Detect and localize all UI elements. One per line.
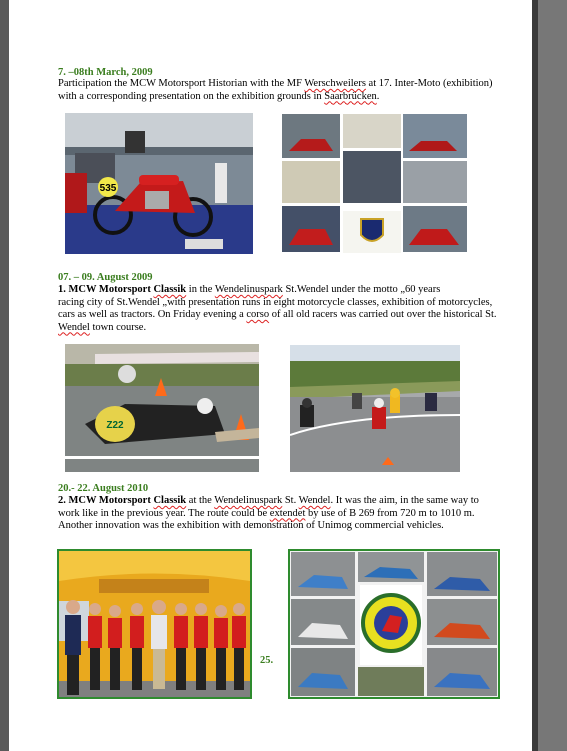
text-run: Classik bbox=[153, 495, 187, 506]
text-run: in the bbox=[186, 284, 215, 295]
text-run: 1. MCW Motorsport bbox=[58, 284, 154, 295]
text-run: at 17. Inter-Moto (exhibition) bbox=[365, 78, 493, 89]
photo-team-group bbox=[57, 549, 252, 699]
text-run: of all old racers was carried out over the historical St. bbox=[269, 309, 497, 320]
text-run: St.Wendel under the motto „60 years bbox=[282, 284, 441, 295]
section-1-heading: 7. –08th March, 2009 bbox=[58, 67, 153, 78]
text-run: with a corresponding presentation on the exhibition grounds in bbox=[58, 90, 325, 102]
text-run: Classik bbox=[153, 284, 187, 295]
photo-sidecar-race bbox=[65, 344, 259, 472]
section-2-paragraph bbox=[58, 284, 508, 334]
section-2-heading: 07. – 09. August 2009 bbox=[58, 272, 153, 283]
paragraph-line bbox=[58, 78, 508, 91]
text-run: Another innovation was the exhibition with demonstration of Unimog commercial vehicles. bbox=[58, 520, 444, 531]
race-number-label: 535 bbox=[99, 183, 117, 194]
text-run: Wendelinuspark bbox=[214, 284, 283, 295]
paragraph-line bbox=[58, 91, 508, 104]
page-number: 25. bbox=[260, 655, 274, 666]
text-run: Participation the MCW Motorsport Historian with the MF bbox=[58, 78, 305, 89]
text-run: . It was the aim, in the same way to bbox=[330, 495, 479, 506]
section-3-heading: 20.- 22. August 2010 bbox=[58, 483, 149, 494]
paragraph-line bbox=[58, 284, 508, 297]
text-run: corso bbox=[246, 309, 270, 320]
section-3-paragraph bbox=[58, 495, 508, 533]
paragraph-line bbox=[58, 508, 508, 521]
paragraph-line bbox=[58, 495, 508, 508]
photo-track-race bbox=[290, 345, 460, 472]
text-run: Werschweilers bbox=[304, 78, 366, 89]
text-run: Wendelinuspark bbox=[214, 495, 283, 506]
text-run: Wendel bbox=[58, 321, 90, 333]
section-1-paragraph bbox=[58, 78, 508, 103]
text-run: work like in the previous year. The route could be bbox=[58, 507, 270, 519]
photo-race-collage bbox=[288, 549, 500, 699]
text-run: cars as well as tractors. On Friday evening a bbox=[58, 309, 247, 320]
text-run: extendet bbox=[269, 507, 306, 519]
text-run: St. bbox=[284, 495, 299, 506]
paragraph-line bbox=[58, 520, 508, 533]
text-run: racing city of St.Wendel „with presentation runs in eight motorcycle classes, exhibition of motorcycles, bbox=[58, 296, 493, 308]
text-run: 2. MCW Motorsport bbox=[58, 495, 154, 506]
viewer-background-left bbox=[0, 0, 9, 751]
text-run: at the bbox=[186, 495, 215, 506]
text-run: town course. bbox=[89, 321, 147, 333]
paragraph-line bbox=[58, 297, 508, 310]
paragraph-line bbox=[58, 322, 508, 335]
text-run: Saarbrücken bbox=[324, 90, 377, 102]
text-run: by use of B 269 from 720 m to 1010 m. bbox=[305, 507, 475, 519]
document-page bbox=[9, 0, 532, 751]
text-run: . bbox=[376, 90, 380, 102]
photo-exhibition-collage bbox=[281, 113, 469, 254]
text-run: Wendel bbox=[298, 495, 331, 506]
sidecar-number-label: Z22 bbox=[106, 420, 124, 431]
paragraph-line bbox=[58, 309, 508, 322]
viewer-background-right bbox=[538, 0, 567, 751]
photo-motorcycle-exhibition bbox=[65, 113, 253, 254]
